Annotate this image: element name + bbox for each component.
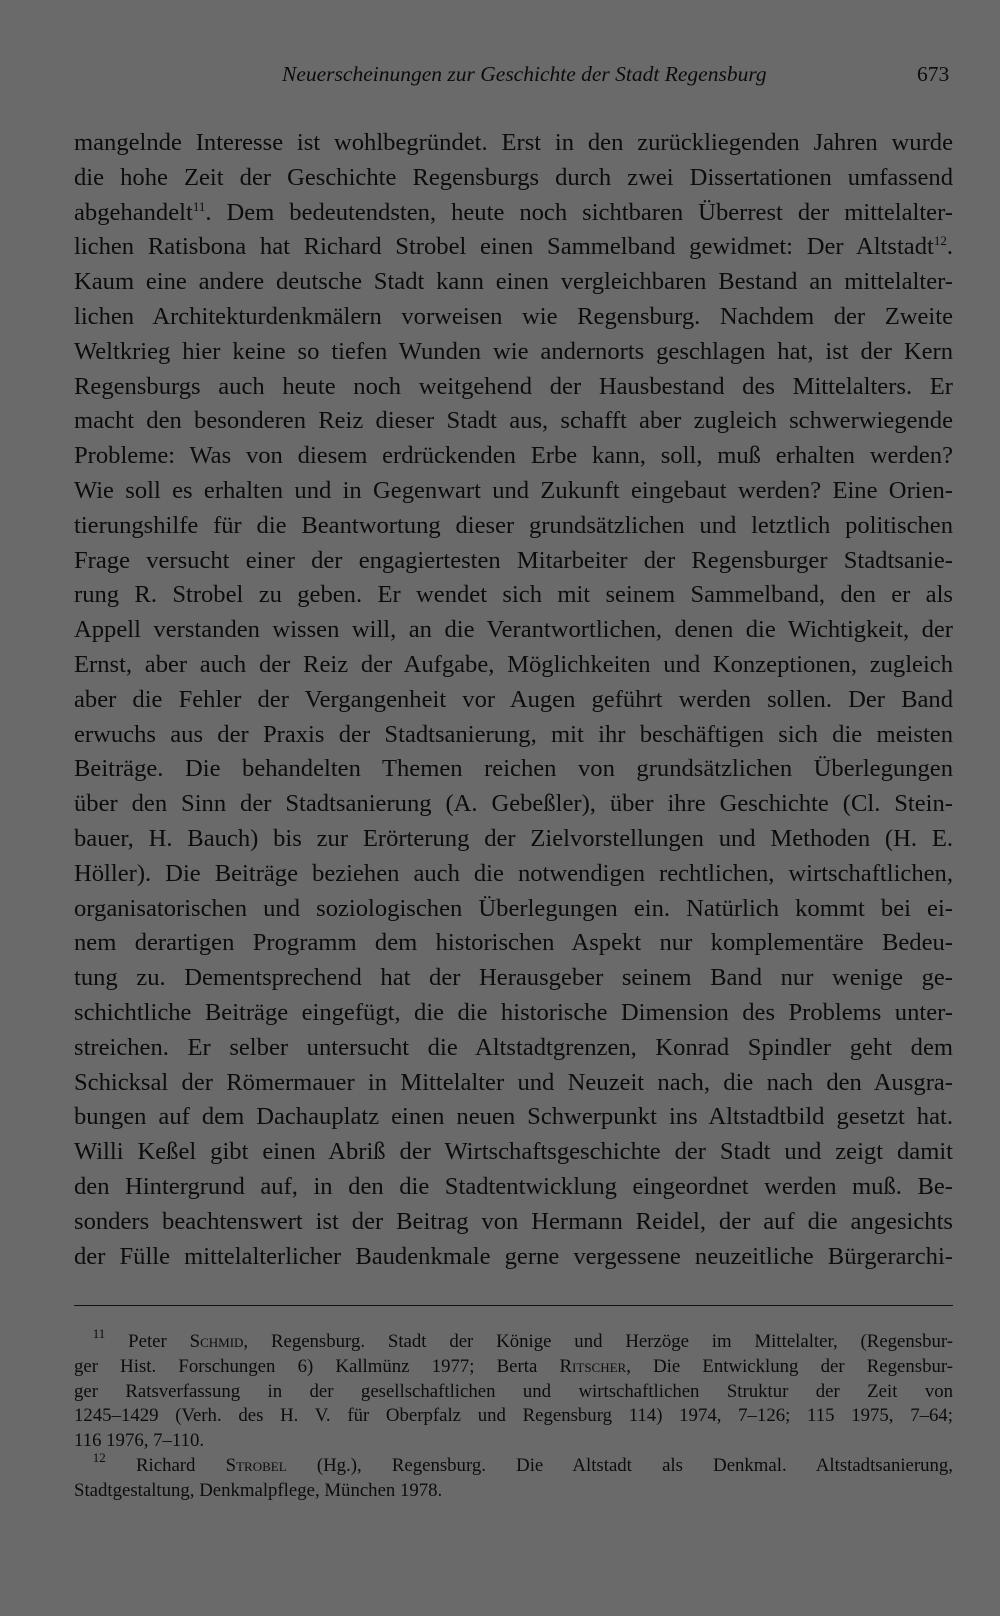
text-line: Ernst, aber auch der Reiz der Aufgabe, Möglichkeiten und Konzeptionen, zugleich xyxy=(74,651,953,678)
text-line: abgehandelt$^{11}$. Dem bedeutendsten, heute noch sichtbaren Überrest der mittelalter- xyxy=(74,198,953,226)
footnote-line: 1245–1429 (Verh. des H. V. für Oberpfalz und Regensburg 114) 1974, 7–126; 115 1975, 7–64; xyxy=(74,1405,953,1427)
footnote-11: $^{11}$ Peter Schmid, Regensburg. Stadt der Könige und Herzöge im Mittelalter, (Regensbur- xyxy=(92,1326,953,1352)
author-name: Ritscher xyxy=(559,1355,627,1377)
text-line: macht den besonderen Reiz dieser Stadt aus, schafft aber zugleich schwerwiegende xyxy=(74,407,953,435)
text-line: die hohe Zeit der Geschichte Regensburgs durch zwei Dissertationen umfassend xyxy=(74,163,953,191)
text-line: organisatorischen und soziologischen Überlegungen ein. Natürlich kommt bei ei- xyxy=(74,894,953,922)
text-line: streichen. Er selber untersucht die Altstadtgrenzen, Konrad Spindler geht dem xyxy=(74,1033,953,1061)
author-name: Strobel xyxy=(225,1455,287,1476)
text-line: Höller). Die Beiträge beziehen auch die notwendigen rechtlichen, wirtschaftlichen, xyxy=(74,859,953,887)
footnote-line: 116 1976, 7–110. xyxy=(74,1430,205,1452)
text-line: den Hintergrund auf, in den die Stadtentwicklung eingeordnet werden muß. Be- xyxy=(74,1173,953,1200)
text-line: Appell verstanden wissen will, an die Verantwortlichen, denen die Wichtigkeit, der xyxy=(74,616,953,644)
footnote-ref-12: 12 xyxy=(933,233,947,249)
text-line: Beiträge. Die behandelten Themen reichen von grundsätzlichen Überlegungen xyxy=(74,755,953,783)
text-line: tierungshilfe für die Beantwortung dieser grundsätzlichen und letztlich politischen xyxy=(74,511,953,539)
running-title: Neuerscheinungen zur Geschichte der Stadt Regensburg xyxy=(282,62,767,86)
footnote-number-11: 11 xyxy=(92,1326,106,1341)
text-line: Probleme: Was von diesem erdrückenden Erbe kann, soll, muß erhalten werden? xyxy=(74,442,953,470)
text-line: Regensburgs auch heute noch weitgehend der Hausbestand des Mittelalters. Er xyxy=(74,372,953,400)
running-head xyxy=(0,58,1000,94)
footnote-12: $^{12}$ Richard Strobel (Hg.), Regensburg. Die Altstadt als Denkmal. Altstadtsanierung, xyxy=(92,1450,954,1476)
author-name: Schmid xyxy=(189,1331,244,1352)
text-line: nem derartigen Programm dem historischen Aspekt nur komplementäre Bedeu- xyxy=(74,929,953,957)
text-line: rung R. Strobel zu geben. Er wendet sich mit seinem Sammelband, den er als xyxy=(74,581,953,609)
text-line: Weltkrieg hier keine so tiefen Wunden wie andernorts geschlagen hat, ist der Kern xyxy=(74,337,953,365)
text-line: tung zu. Dementsprechend hat der Herausgeber seinem Band nur wenige ge- xyxy=(74,964,953,992)
text-line: bauer, H. Bauch) bis zur Erörterung der Zielvorstellungen und Methoden (H. E. xyxy=(74,825,953,852)
text-line: mangelnde Interesse ist wohlbegründet. Erst in den zurückliegenden Jahren wurde xyxy=(74,129,953,156)
text-line: Schicksal der Römermauer in Mittelalter und Neuzeit nach, die nach den Ausgra- xyxy=(74,1068,953,1096)
text-line: bungen auf dem Dachauplatz einen neuen Schwerpunkt ins Altstadtbild gesetzt hat. xyxy=(74,1103,953,1131)
text-line: Willi Keßel gibt einen Abriß der Wirtschaftsgeschichte der Stadt und zeigt damit xyxy=(74,1138,953,1166)
text-line: lichen Ratisbona hat Richard Strobel einen Sammelband gewidmet: Der Altstadt$^{12}$. xyxy=(74,233,953,261)
text-line: aber die Fehler der Vergangenheit vor Augen geführt werden sollen. Der Band xyxy=(74,685,953,713)
text-line: lichen Architekturdenkmälern vorweisen wie Regensburg. Nachdem der Zweite xyxy=(74,303,953,330)
text-line: Kaum eine andere deutsche Stadt kann einen vergleichbaren Bestand an mittelalter- xyxy=(74,268,953,296)
footnote-line: Stadtgestaltung, Denkmalpflege, München 1978. xyxy=(74,1479,443,1501)
footnote-line: ger Hist. Forschungen 6) Kallmünz 1977; Berta Ritscher, Die Entwicklung der Regensbur- xyxy=(74,1355,953,1377)
footnote-line: ger Ratsverfassung in der gesellschaftlichen und wirtschaftlichen Struktur der Zeit von xyxy=(74,1380,953,1402)
footnote-number-12: 12 xyxy=(92,1450,106,1465)
text-line: schichtliche Beiträge eingefügt, die die historische Dimension des Problems unter- xyxy=(74,999,953,1026)
footnote-ref-11: 11 xyxy=(192,198,206,214)
page-number: 673 xyxy=(917,62,950,86)
text-line: über den Sinn der Stadtsanierung (A. Gebeßler), über ihre Geschichte (Cl. Stein- xyxy=(74,790,953,818)
text-line: erwuchs aus der Praxis der Stadtsanierung, mit ihr beschäftigen sich die meisten xyxy=(74,720,953,748)
text-line: sonders beachtenswert ist der Beitrag von Hermann Reidel, der auf die angesichts xyxy=(74,1207,953,1235)
footnote-rule xyxy=(74,1305,953,1306)
text-line: der Fülle mittelalterlicher Baudenkmale gerne vergessene neuzeitliche Bürgerarchi- xyxy=(74,1242,953,1270)
text-line: Frage versucht einer der engagiertesten Mitarbeiter der Regensburger Stadtsanie- xyxy=(74,546,953,574)
text-line: Wie soll es erhalten und in Gegenwart und Zukunft eingebaut werden? Eine Orien- xyxy=(74,477,953,504)
